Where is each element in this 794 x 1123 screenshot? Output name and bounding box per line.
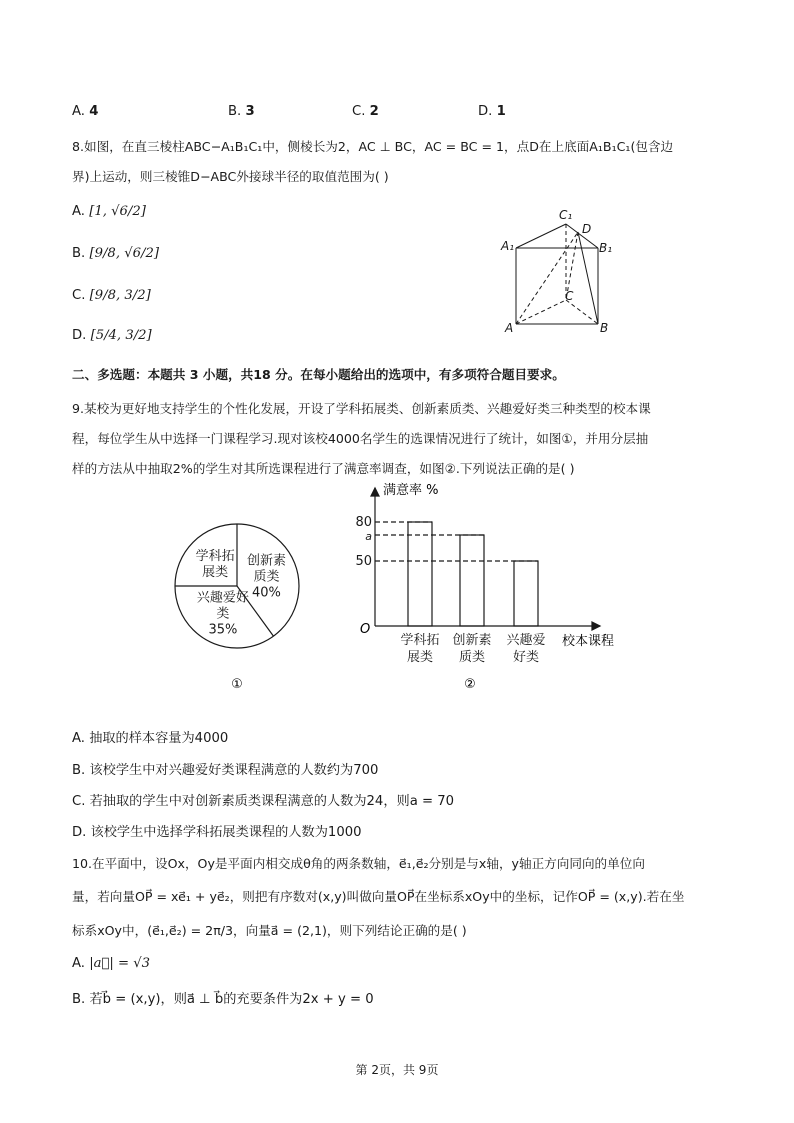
q10-option-a: A. |a⃗| = √3 — [72, 956, 151, 971]
label-c: C — [565, 289, 574, 303]
label-d: D — [582, 222, 592, 236]
q7-option-c: C. 2 — [352, 104, 379, 119]
q9-option-d: D. 该校学生中选择学科拓展类课程的人数为1000 — [72, 825, 362, 840]
pie-slice-label-0-1: 展类 — [202, 565, 229, 581]
q9-stem-line2: 程，每位学生从中选择一门课程学习.现对该校4000名学生的选课情况进行了统计，如图①，并用分层抽 — [72, 431, 649, 446]
q7-option-a: A. 4 — [72, 104, 99, 119]
bar-caption: ② — [464, 677, 476, 692]
q10-stem-line1: 10.在平面中，设Ox，Oy是平面内相交成θ角的两条数轴，e⃗₁,e⃗₂分别是与x轴，y轴正方向同向的单位向 — [72, 856, 645, 871]
q9-stem-line1: 9.某校为更好地支持学生的个性化发展，开设了学科拓展类、创新素质类、兴趣爱好类三种类型的校本课 — [72, 401, 651, 416]
bar-ylabel: 满意率 % — [383, 483, 439, 498]
y-tick-1: a — [365, 530, 372, 543]
pie-slice-label-2-1: 类 — [216, 606, 230, 622]
bar-category-2-0: 兴趣爱 — [506, 633, 546, 648]
y-axis-arrow — [371, 488, 379, 496]
pie-caption: ① — [231, 677, 243, 692]
pie-slice-label-0-0: 学科拓 — [195, 549, 235, 565]
pie-slice-label-2-2: 35% — [208, 622, 238, 638]
label-b: B — [600, 321, 609, 335]
q9-option-c: C. 若抽取的学生中对创新素质类课程满意的人数为24，则a = 70 — [72, 794, 454, 809]
label-a: A — [505, 321, 514, 335]
pie-slice-label-1-1: 质类 — [253, 569, 280, 585]
x-axis-arrow — [592, 622, 600, 630]
pie-chart — [160, 508, 320, 698]
q8-stem-line1: 8.如图，在直三棱柱ABC−A₁B₁C₁中，侧棱长为2，AC ⊥ BC，AC = BC = 1，点D在上底面A₁B₁C₁(包含边 — [72, 139, 674, 154]
q8-option-d: D. [5/4, 3/2] — [72, 328, 152, 343]
q10-option-b: B. 若b⃗ = (x,y)，则a⃗ ⊥ b⃗的充要条件为2x + y = 0 — [72, 992, 374, 1007]
y-tick-0: 80 — [355, 515, 372, 530]
q7-option-d: D. 1 — [478, 104, 506, 119]
q7-option-b: B. 3 — [228, 104, 255, 119]
pie-slice-label-2-0: 兴趣爱好 — [196, 590, 249, 606]
label-c1: C₁ — [559, 208, 573, 222]
label-b1: B₁ — [599, 241, 613, 255]
bar-xlabel: 校本课程 — [562, 634, 615, 649]
bar-category-2-1: 好类 — [512, 650, 540, 665]
q9-option-a: A. 抽取的样本容量为4000 — [72, 731, 229, 746]
pie-slice-label-1-0: 创新素 — [246, 553, 286, 569]
bar-origin: O — [360, 622, 371, 637]
bar-2 — [514, 561, 538, 626]
label-a1: A₁ — [501, 239, 515, 253]
page-footer: 第 2页，共 9页 — [355, 1063, 439, 1077]
q10-stem-line2: 量，若向量OP⃗ = xe⃗₁ + ye⃗₂，则把有序数对(x,y)叫做向量OP⃗在坐标系xOy中的坐标，记作OP⃗ = (x,y).若在坐 — [72, 889, 685, 904]
q8-stem-line2: 界)上运动，则三棱锥D−ABC外接球半径的取值范围为( ) — [72, 169, 389, 184]
bar-chart — [350, 476, 640, 692]
q9-option-b: B. 该校学生中对兴趣爱好类课程满意的人数约为700 — [72, 763, 379, 778]
bar-category-0-1: 展类 — [406, 650, 434, 665]
q8-option-c: C. [9/8, 3/2] — [72, 288, 151, 303]
q8-option-b: B. [9/8, √6/2] — [72, 246, 159, 261]
bar-category-1-0: 创新素 — [452, 633, 492, 648]
bar-0 — [408, 522, 432, 626]
q8-option-a: A. [1, √6/2] — [72, 204, 146, 219]
pie-slice-label-1-2: 40% — [252, 585, 281, 601]
y-tick-2: 50 — [355, 554, 372, 569]
bar-1 — [460, 535, 484, 626]
q9-stem-line3: 样的方法从中抽取2%的学生对其所选课程进行了满意率调查，如图②.下列说法正确的是( ) — [72, 461, 575, 476]
q10-stem-line3: 标系xOy中，(e⃗₁,e⃗₂) = 2π/3，向量a⃗ = (2,1)，则下列结论正确的是( ) — [72, 923, 467, 938]
bar-category-0-0: 学科拓 — [400, 633, 440, 648]
section-heading-multiple-choice: 二、多选题：本题共 3 小题，共18 分。在每小题给出的选项中，有多项符合题目要求。 — [72, 367, 565, 382]
prism-figure — [498, 204, 618, 336]
bar-category-1-1: 质类 — [458, 650, 486, 665]
